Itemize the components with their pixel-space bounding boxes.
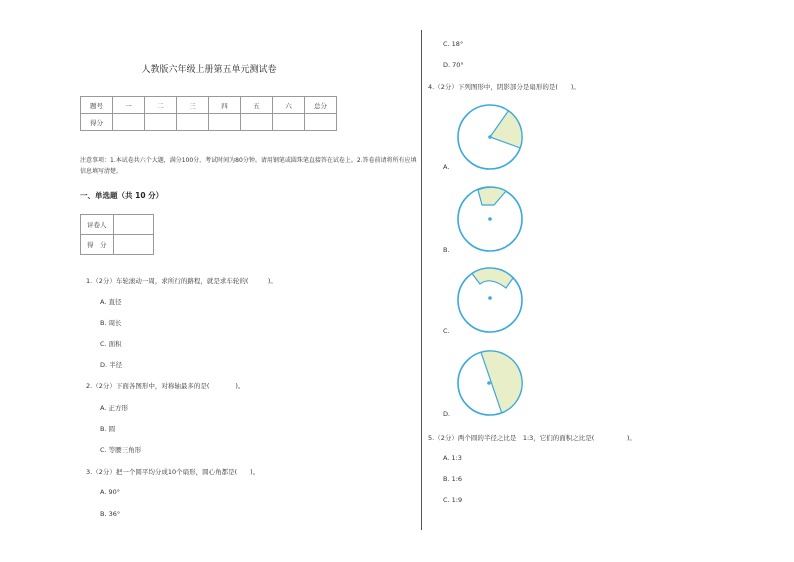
q2-option-c[interactable]: C. 等腰三角形 xyxy=(100,446,142,454)
q4-label-b: B. xyxy=(443,246,450,254)
q4-label-d: D. xyxy=(443,410,451,418)
sector-shade xyxy=(490,111,522,148)
q5-option-a[interactable]: A. 1:3 xyxy=(443,454,462,462)
q4-figure-b[interactable] xyxy=(456,185,524,253)
page-title: 人教版六年级上册第五单元测试卷 xyxy=(141,65,277,75)
column-divider xyxy=(421,30,422,530)
score-label: 得 分 xyxy=(81,235,114,255)
q1-option-b[interactable]: B. 周长 xyxy=(100,319,122,327)
shaded-region xyxy=(478,187,506,205)
question-5: 5.（2分）两个圆的半径之比是 1:3，它们的面积之比是( )。 xyxy=(428,434,636,442)
q3-option-b[interactable]: B. 36° xyxy=(100,510,121,518)
q4-label-c: C. xyxy=(443,327,450,335)
q4-figure-c[interactable] xyxy=(456,266,524,334)
score-input-cell[interactable] xyxy=(145,114,177,131)
grader-input-cell[interactable] xyxy=(114,215,154,235)
q3-option-c[interactable]: C. 18° xyxy=(443,40,464,48)
q4-label-a: A. xyxy=(443,163,450,171)
q2-option-b[interactable]: B. 圆 xyxy=(100,425,116,433)
score-cell: 二 xyxy=(145,97,177,114)
question-3: 3.（2分）把一个圆平均分成10个扇形，圆心角都是( )。 xyxy=(86,468,260,476)
q5-option-c[interactable]: C. 1:9 xyxy=(443,496,463,504)
question-1: 1.（2分）车轮滚动一周，求所行的路程，就是求车轮的( )。 xyxy=(86,277,277,285)
score-input-cell[interactable] xyxy=(305,114,337,131)
instructions-note: 注意事项：1.本试卷共六个大题，满分100分，考试时间为80分钟。请用钢笔或圆珠笔直接答在试卷上。2.答卷前请将所有应填信息填写清楚。 xyxy=(80,157,417,175)
grader-table xyxy=(80,214,154,255)
score-cell: 六 xyxy=(273,97,305,114)
center-dot xyxy=(487,381,491,385)
q1-option-c[interactable]: C. 面积 xyxy=(100,340,122,348)
question-2: 2.（2分）下面各图形中，对称轴最多的是( )。 xyxy=(86,382,245,390)
q1-option-a[interactable]: A. 直径 xyxy=(100,298,122,306)
score-input-cell[interactable] xyxy=(209,114,241,131)
score-input-cell[interactable] xyxy=(241,114,273,131)
center-dot xyxy=(488,217,492,221)
score-cell: 四 xyxy=(209,97,241,114)
center-dot xyxy=(488,135,492,139)
q1-option-d[interactable]: D. 半径 xyxy=(100,361,123,369)
q5-option-b[interactable]: B. 1:6 xyxy=(443,475,463,483)
shaded-region xyxy=(472,268,513,288)
score-input-cell[interactable] xyxy=(273,114,305,131)
q3-option-d[interactable]: D. 70° xyxy=(443,61,464,69)
score-table-header-row xyxy=(81,97,337,114)
grader-label: 评卷人 xyxy=(81,215,114,235)
question-4: 4.（2分）下列图形中，阴影部分是扇形的是( )。 xyxy=(428,83,580,91)
q4-figure-d[interactable] xyxy=(456,349,524,417)
score-input-cell[interactable] xyxy=(177,114,209,131)
q4-figure-a[interactable] xyxy=(456,103,524,171)
score-cell: 五 xyxy=(241,97,273,114)
center-dot xyxy=(488,296,492,300)
shaded-region xyxy=(481,351,522,413)
q3-option-a[interactable]: A. 90° xyxy=(100,488,120,496)
score-cell: 得分 xyxy=(81,114,113,131)
score-input-cell[interactable] xyxy=(114,235,154,255)
score-table-score-row xyxy=(81,114,337,131)
score-cell: 题号 xyxy=(81,97,113,114)
score-cell: 一 xyxy=(113,97,145,114)
score-input-cell[interactable] xyxy=(113,114,145,131)
score-cell: 三 xyxy=(177,97,209,114)
score-table xyxy=(80,96,337,131)
q2-option-a[interactable]: A. 正方形 xyxy=(100,404,128,412)
section-heading: 一、单选题（共 10 分） xyxy=(80,191,164,200)
score-cell: 总分 xyxy=(305,97,337,114)
